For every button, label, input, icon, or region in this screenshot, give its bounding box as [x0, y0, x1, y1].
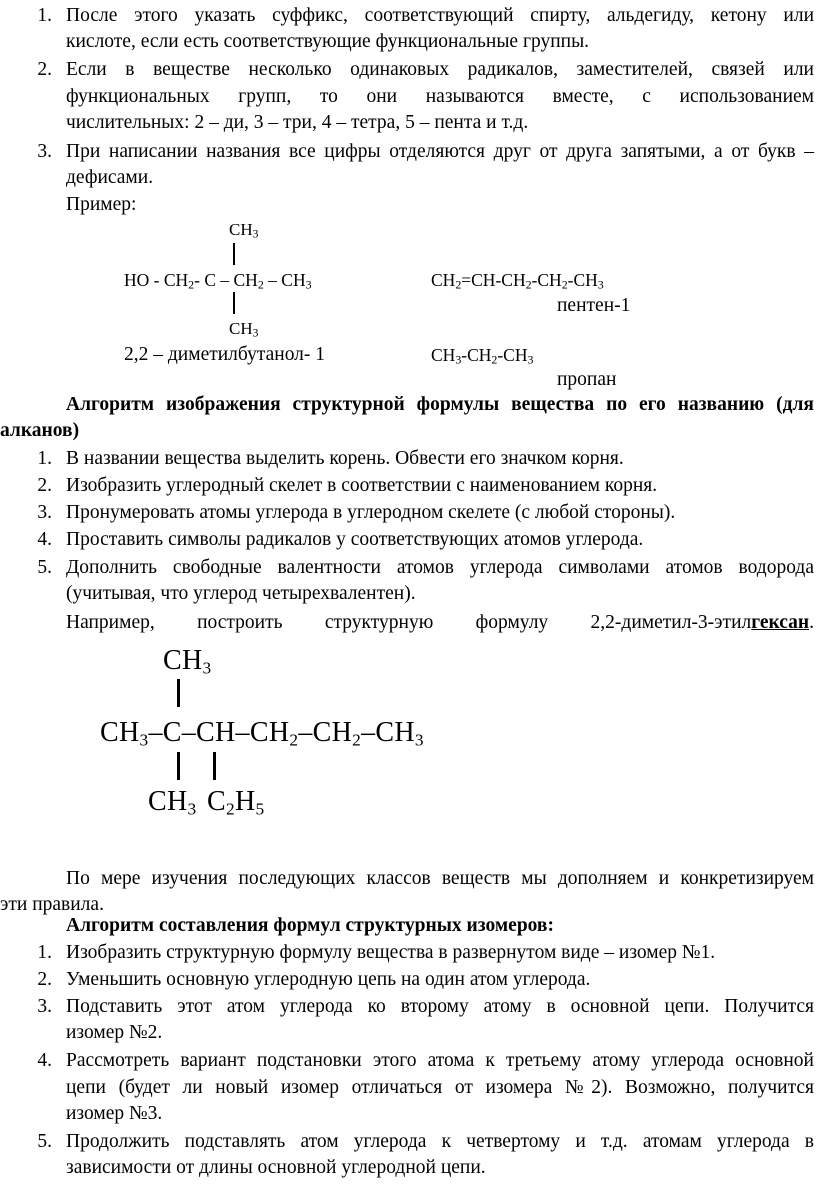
bond-line [233, 243, 235, 265]
pentene-formula: $CH_2=CH-CH_2-CH_2-CH_3$ [431, 270, 604, 292]
rule-line: При написании названия все цифры отделяются друг от друга запятыми, а от букв – [66, 141, 814, 162]
algorithm-title-cont: алканов) [0, 420, 80, 441]
step-line: Проставить символы радикалов у соответствующих атомов углерода. [66, 529, 644, 550]
step-number: 1. [37, 448, 52, 469]
example-suffix: . [809, 612, 814, 633]
rule-line: Если в веществе несколько одинаковых радикалов, заместителей, связей или [66, 59, 814, 80]
bond-line [177, 679, 180, 707]
algorithm-title: Алгоритм изображения структурной формулы вещества по его названию (для [66, 394, 814, 415]
step-line: Уменьшить основную углеродную цепь на один атом углерода. [66, 969, 591, 990]
example-prefix: Например, построить структурную формулу 2,2-диметил-3-этил [66, 612, 752, 633]
formula-bottom-ch3: $CH_3$ [229, 319, 259, 340]
step-line: Изобразить углеродный скелет в соответствии с наименованием корня. [66, 475, 658, 496]
rule-number: 2. [37, 59, 52, 80]
step-line: зависимости от длины основной углеродной цепи. [66, 1157, 486, 1178]
rule-number: 1. [37, 5, 52, 26]
formula-top-ch3: $CH_3$ [229, 220, 259, 241]
algorithm-title: Алгоритм составления формул структурных изомеров: [66, 915, 554, 936]
step-line: (учитывая, что углерод четырехвалентен). [66, 583, 416, 604]
bond-line [177, 752, 180, 780]
paragraph-line: По мере изучения последующих классов веществ мы дополняем и конкретизируем [66, 868, 814, 889]
big-bottom-ch3: $CH_3$ [148, 786, 197, 819]
rule-line: дефисами. [66, 167, 154, 188]
step-number: 3. [37, 996, 52, 1017]
bond-line [213, 752, 216, 780]
step-line: изомер №3. [66, 1103, 163, 1124]
step-number: 3. [37, 502, 52, 523]
step-line: изомер №2. [66, 1022, 163, 1043]
step-line: Дополнить свободные валентности атомов углерода символами атомов водорода [66, 557, 814, 578]
example-label: Пример: [66, 194, 137, 215]
step-line: Продолжить подставлять атом углерода к четвертому и т.д. атомам углерода в [66, 1131, 814, 1152]
propane-formula: $CH_3-CH_2-CH_3$ [431, 345, 534, 367]
step-number: 5. [37, 1131, 52, 1152]
rule-line: числительных: 2 – ди, 3 – три, 4 – тетра, 5 – пента и т.д. [66, 112, 529, 133]
rule-line: функциональных групп, то они называются вместе, с использованием [66, 86, 814, 107]
bond-line [233, 292, 235, 314]
rule-number: 3. [37, 141, 52, 162]
step-number: 5. [37, 557, 52, 578]
example-root: гексан [751, 612, 810, 633]
step-line: В названии вещества выделить корень. Обвести его значком корня. [66, 448, 624, 469]
rule-line: После этого указать суффикс, соответствующий спирту, альдегиду, кетону или [66, 5, 814, 26]
step-number: 2. [37, 969, 52, 990]
propane-name: пропан [557, 369, 617, 390]
step-number: 1. [37, 942, 52, 963]
step-number: 4. [37, 1050, 52, 1071]
step-number: 4. [37, 529, 52, 550]
step-line: Рассмотреть вариант подстановки этого атома к третьему атому углерода основной [66, 1050, 814, 1071]
step-line: Изобразить структурную формулу вещества в развернутом виде – изомер №1. [66, 942, 716, 963]
step-line: Подставить этот атом углерода ко второму атому в основной цепи. Получится [66, 996, 814, 1017]
dimethylbutanol-name: 2,2 – диметилбутанол- 1 [124, 344, 326, 365]
example-sentence [66, 610, 814, 636]
step-line: цепи (будет ли новый изомер отличаться от изомера №2). Возможно, получится [66, 1077, 814, 1098]
paragraph-line: эти правила. [0, 894, 104, 915]
step-number: 2. [37, 475, 52, 496]
dimethylbutanol-formula: HO - $CH_2-$ C – $CH_2 - CH_3$ [124, 270, 312, 292]
pentene-name: пентен-1 [557, 295, 631, 316]
step-line: Пронумеровать атомы углерода в углеродном скелете (с любой стороны). [66, 502, 676, 523]
big-top-ch3: $CH_3$ [163, 645, 212, 678]
rule-line: кислоте, если есть соответствующие функциональные группы. [66, 31, 590, 52]
big-main-chain: $CH_3-C-CH-CH_2-CH_2-CH_3$ [100, 717, 424, 750]
big-bottom-c2h5: $C_2H_5$ [207, 786, 265, 819]
